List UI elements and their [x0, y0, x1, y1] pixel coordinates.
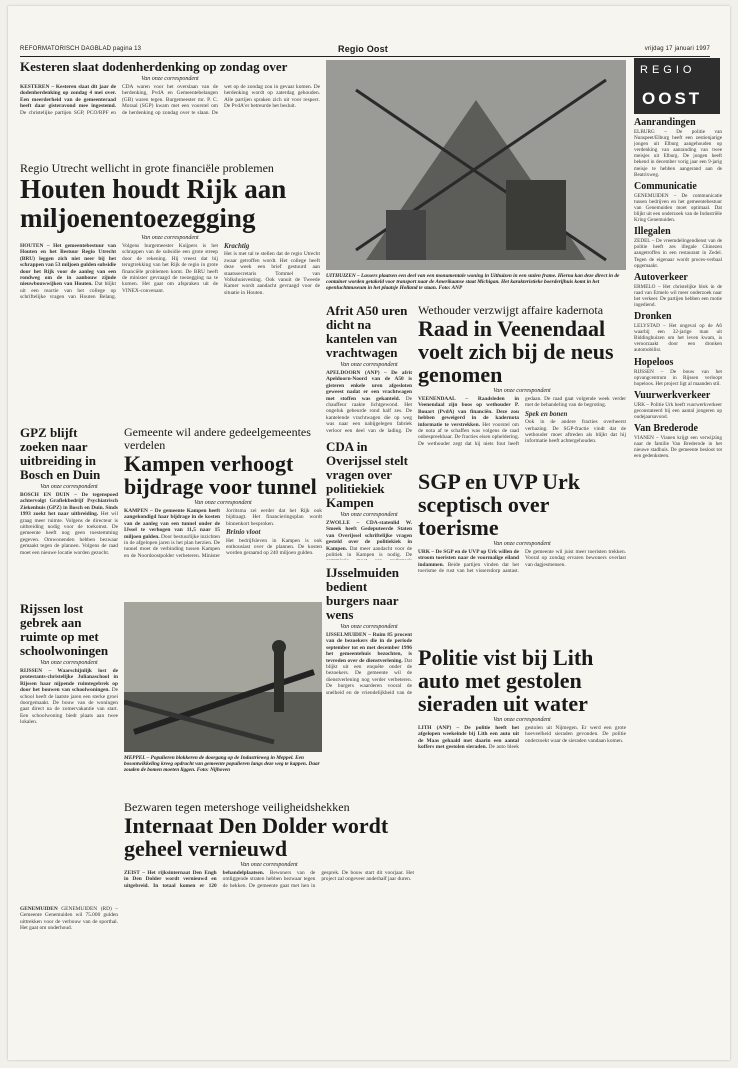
article-veenendaal [418, 304, 626, 464]
article-body: IJSSELMUIDEN – Ruim 85 procent van de bezoekers die in de periode september tot en met december 1996 het gemeentehuis bezochten, is tevreden over de dienstverlening. Dat blijkt uit een enquête onder de bezoekers. De gemeente wil de dienstverlening nog verder verbeteren. De burgers waarderen vooral de snelheid en de vriendelijkheid van de [326, 632, 412, 696]
article-body: APELDOORN (ANP) – De afrit Apeldoorn-Noord van de A50 is gisteren enkele uren afgesloten geweest nadat er een vrachtwagen met stoffen was gekanteld. De chauffeur raakte lichtgewond. Het ongeluk gebeurde rond half zes. De kantelende vrachtwagen die op weg was naar een nabijgelegen fabriek verloor een deel van de lading. De [326, 370, 412, 434]
article-den-dolder [124, 801, 414, 1001]
logo-word-regio: REGIO [640, 64, 696, 76]
newspaper-page [8, 6, 730, 1060]
photo-meppel-caption: MEPPEL – Populieren blokkeren de doorgang op de Industrieweg in Meppel. Een bosontwikkeling kreeg opdracht van gemeente populieren langs deze weg te kappen. Daar zouden de bomen moeten liggen. Foto: Nijhoven [124, 755, 320, 774]
headline: SGP en UVP Urk sceptisch over toerisme [418, 470, 580, 540]
headline: IJsselmuiden bedient burgers naar wens [326, 566, 399, 622]
article-body: ZWOLLE – CDA-statenlid W. Smeek heeft Gedeputeerde Staten van Overijssel schriftelijke vragen gesteld over de politiekiek in Kampen. Dat meer aandacht voor de politiek in Kampen is nodig. De [326, 520, 412, 559]
side-body: LELYSTAD – Het ongeval op de A6 waarbij een 32-jarige man uit Biddinghuizen om het leven kwam, is veroorzaakt door een dronken automobilist. [634, 323, 722, 354]
article-body: LITH (ANP) – De politie heeft het afgelopen weekeinde bij Lith een auto uit de Maas gehaald met daarin een aantal koffers met gestolen sieraden. De auto bleek gestolen uit Nijmegen. Er werd een grote hoeveelheid sieraden gevonden. De politie onderzoekt waar de sieraden vandaan komen. [418, 725, 626, 751]
kicker: Regio Utrecht wellicht in grote financiële problemen [20, 162, 274, 175]
article-ijsselmuiden [326, 566, 412, 696]
headline: Internaat Den Dolder wordt geheel vernieuwd [124, 813, 389, 861]
side-body: ELBURG – De politie van Nunspeet/Elburg heeft een zestienjarige jongen uit Elburg aangehouden op verdenking van aanranding van twee meisjes uit Elburg. De jongen heeft bekend in december vorig jaar een 9-jarig meisje te hebben aangerand aan de Beatrixweg. [634, 129, 722, 178]
sidebar-column [634, 56, 722, 1041]
photo-uithuizen-image [326, 60, 626, 270]
header-section: Regio Oost [338, 44, 389, 54]
article-body: KAMPEN – De gemeente Kampen heeft aangekondigd haar bijdrage in de kosten van de aanleg van een tunnel onder de IJssel te verhogen van 11,5 naar 15 miljoen gulden. Door bestuurlijke inzichten in de afgelopen jaren is het plan herzien. De tunnel moet de verbinding tussen Kampen en de Noordoostpolder verbeteren. Minister Jorritsma zei eerder dat het Rijk ook bijdraagt. Het financieringsplan wordt binnenkort besproken. Brinio vloot Het bedrijfsleven in Kampen is ook enthousiast over de plannen. De kosten worden geraamd op 240 miljoen gulden. [124, 508, 322, 559]
headline: Houten houdt Rijk aan miljoenentoezegging [20, 174, 287, 233]
header-rule [20, 56, 710, 57]
byline: Van onze correspondent [493, 388, 551, 394]
article-body: VEENENDAAL – Raadsleden in Veenendaal zijn boos op wethouder P. Bouart (PvdA) van financiën. Deze zou hebben geweigerd in de kadernota informatie te verstrekken. Het voorstel om de nota af te schaffen was volgens de raad onbespreekbaar. De fracties eisen opheldering. De wethouder zegt dat hij niets fout heeft gedaan. De raad gaat volgende week verder met de behandeling van de begroting. Spek en bonen Ook in de andere fracties overheerst verbazing. De SGP-fractie vindt dat de wethouder moet aftreden als blijkt dat hij informatie heeft achtergehouden. [418, 396, 626, 447]
headline: Politie vist bij Lith auto met gestolen sieraden uit water [418, 646, 594, 716]
kicker: Bezwaren tegen metershoge veiligheidshekken [124, 801, 350, 814]
article-kesteren [20, 60, 320, 156]
headline: GPZ blijft zoeken naar uitbreiding in Bosch en Duin [20, 426, 101, 482]
article-genemuiden [20, 906, 118, 986]
byline: Van onze correspondent [141, 235, 199, 241]
side-title: Vuurwerkverkeer [634, 389, 711, 401]
headline: Kesteren slaat dodenherdenking op zondag over [20, 60, 288, 74]
side-body: ZEDEL – De vreemdelingendienst van de politie heeft zes illegale Chinezen aangetroffen in een restaurant in Zedel. Tegen de eigenaar wordt proces-verbaal opgemaakt. [634, 238, 722, 269]
side-title: Hopeloos [634, 356, 674, 368]
byline: Van onze correspondent [141, 76, 199, 82]
headline: Raad in Veenendaal voelt zich bij de neus genomen [418, 316, 614, 387]
side-title: Van Brederode [634, 423, 698, 435]
header-date: vrijdag 17 januari 1997 [644, 46, 710, 52]
article-lith [418, 646, 626, 796]
article-kampen [124, 426, 322, 596]
kicker: Wethouder verzwijgt affaire kadernota [418, 304, 604, 317]
article-cda [326, 440, 412, 560]
regio-oost-logo [634, 58, 720, 114]
side-title: Illegalen [634, 226, 671, 238]
article-houten [20, 162, 320, 422]
byline: Van onze correspondent [240, 862, 298, 868]
article-body: BOSCH EN DUIN – De tegenspoed achtervolgt Grafiekbedrijf Psychiatrisch Ziekenhuis (GPZ) in Bosch en Duin. Sinds 1993 zoekt het naar uitbreiding. Het wil graag meer ruimte. Volgens de directeur is uitbreiding nodig voor de toekomst. De gemeente heeft nog geen toestemming gegeven. Omwonenden hebben bezwaar gemaakt tegen de plannen. Volgens de raad moet een nieuwe locatie worden gezocht. [20, 492, 118, 556]
headline: Rijssen lost gebrek aan ruimte op met schoolwoningen [20, 602, 109, 658]
side-title: Communicatie [634, 180, 697, 192]
article-a50 [326, 304, 412, 434]
headline: CDA in Overijssel stelt vragen over politiekiek Kampen [326, 440, 408, 510]
side-body: ERMELO – Het christelijke blok in de raad van Ermelo wil meer onderzoek naar het verkeer. De partijen hebben een motie ingediend. [634, 283, 722, 308]
kicker: Gemeente wil andere gedeelgemeentes verdelen [124, 426, 311, 452]
article-gpz [20, 426, 118, 596]
article-body: ZEIST – Het rijksinternaat Den Engh in Den Dolder wordt vernieuwd en uitgebreid. In totaal komen er 120 behandelplaatsen. Bewoners van de omliggende straten hebben bezwaar tegen de hekken. De gemeente gaat met hen in gesprek. De bouw start dit voorjaar. Het project zal ongeveer anderhalf jaar duren. [124, 870, 414, 889]
side-title: Dronken [634, 311, 672, 323]
side-body: URK – Politie Urk heeft vuurwerkverkeer geconstateerd bij een aantal jongeren op oudejaarsavond. [634, 401, 722, 420]
article-urk [418, 470, 626, 640]
article-body: HOUTEN – Het gemeentebestuur van Houten en het Bestuur Regio Utrecht (BRU) leggen zich niet neer bij het schrappen van 53 miljoen gulden subsidie door het Rijk voor de aanleg van een rondweg om de in aanbouw zijnde nieuwbouwwijken van Houten. Dat blijkt uit een reactie van het college op schriftelijke vragen van Houten Belang. Volgens burgemeester Kuijpers is het schrappen van de subsidie een grote streep door de rekening. Hij vreest dat bij terugtrekking van het Rijk de regio in grote financiële problemen komt. De BRU heeft de minister gevraagd de toezegging na te komen. Het gaat om afspraken uit de VINEX-convenant. Krachtig Het is met tal te stellen dat de regio Utrecht zwaar getroffen wordt. Het college heeft deze week een brief gestuurd aan staatssecretaris Tommel van Volkshuisvesting. Ook vanuit de Tweede Kamer wordt aandacht gevraagd voor de situatie in Houten. [20, 242, 320, 301]
byline: Van onze correspondent [340, 624, 398, 630]
byline: Van onze correspondent [194, 500, 252, 506]
article-body: GENEMUIDEN GENEMUIDEN (RD) – Gemeente Genemuiden wil 75.000 gulden uittrekken voor de verbouw van de sporthal. Het gaat om onderhoud. [20, 906, 118, 932]
side-title: Aanrandingen [634, 117, 696, 128]
page-header [20, 44, 730, 56]
logo-word-oost: OOST [642, 89, 703, 108]
article-body: KESTEREN – Kesteren slaat dit jaar de dodenherdenking op zondag 4 mei over. Een meerderheid van de gemeenteraad heeft daar gisteravond mee ingestemd. De christelijke partijen SGP, PCO/RPF en CDA waren voor het overslaan van de herdenking, PvdA en Gemeentebelangen (GB) waren tegen. Burgemeester mr. P. C. Moraal (SGP) kwam met een voorstel om de herdenking op zondag over te slaan. De wet op de zondag zou in gevaar komen. De herdenking wordt op zaterdag gehouden. Alle partijen spraken zich uit voor respect. De PvdA’er betreurde het besluit. [20, 84, 320, 116]
byline: Van onze correspondent [340, 512, 398, 518]
photo-uithuizen-caption: UITHUIZEN – Lassers plaatsen een deel van een monumentale woning in Uithuizen in een stalen frame. Hierna kan deze direct in de container worden getakeld voor transport naar de Amerikaanse staat Michigan. Het karakteristieke boerderijhuis komt in het openluchtmuseum in het plaatsje Holland te staan. Foto: ANP [326, 273, 620, 292]
article-rijssen [20, 602, 118, 902]
photo-meppel-image [124, 602, 322, 752]
photo-meppel [124, 602, 322, 752]
side-body: RIJSSEN – De bouw van het opvangcentrum in Rijssen verloopt hopeloos. Het project ligt al maanden stil. [634, 368, 722, 387]
byline: Van onze correspondent [493, 717, 551, 723]
side-title: Autoverkeer [634, 271, 688, 283]
header-paper-name: REFORMATORISCH DAGBLAD pagina 13 [20, 46, 142, 52]
byline: Van onze correspondent [340, 362, 398, 368]
side-body: GENEMUIDEN – De communicatie tussen bedrijven en het gemeentebestuur van Genemuiden moet optimaal. Dat blijkt uit een onderzoek van de Industriële Kring Genemuiden. [634, 192, 722, 224]
side-body: VIANEN – Vianen krijgt een verwijzing naar de familie Van Brederode in het nieuwe stadhuis. De gemeente besloot tot een gedenksteen. [634, 435, 722, 460]
headline: Afrit A50 uren dicht na kantelen van vrachtwagen [326, 304, 408, 360]
byline: Van onze correspondent [40, 660, 98, 666]
article-body: URK – De SGP en de UVP op Urk willen de stroom toeristen naar de voormalige eiland indammen. Beide partijen vinden dat het toerisme de rust van het vissersdorp aantast. De gemeente wil juist meer toeristen trekken. Vooral op zondag ervaren bewoners overlast van dagjesmensen. [418, 549, 626, 575]
byline: Van onze correspondent [40, 484, 98, 490]
photo-uithuizen [326, 60, 626, 270]
article-body: RIJSSEN – Waarschijnlijk lost de protestants-christelijke Julianaschool in Rijssen haar nijpende ruimtegebrek op door het bouwen van schoolwoningen. De school heeft de laatste jaren een sterke groei doorgemaakt. De bouw van de woningen gaat direct na de zomervakantie van start. Een schoolwoning biedt plaats aan twee lokalen. [20, 668, 118, 726]
headline: Kampen verhoogt bijdrage voor tunnel [124, 451, 317, 499]
byline: Van onze correspondent [493, 541, 551, 547]
